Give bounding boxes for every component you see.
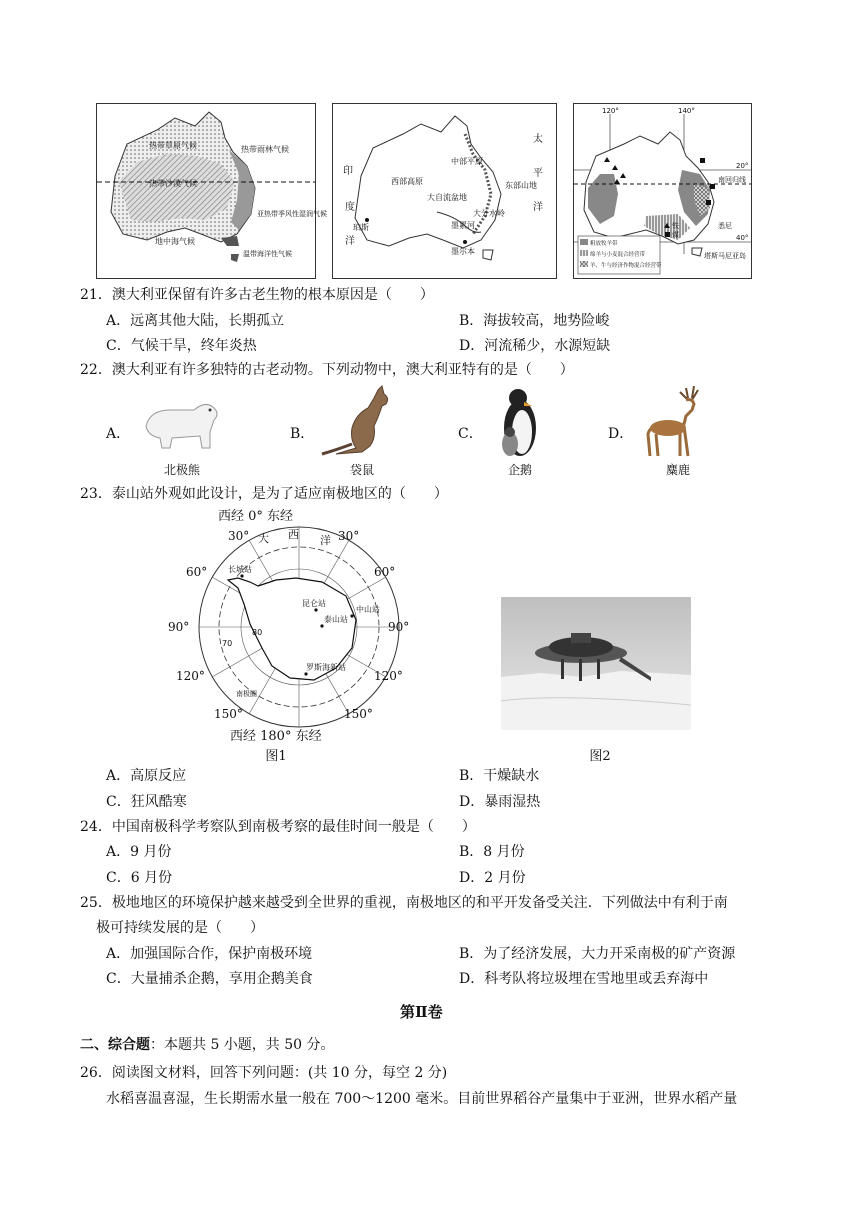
fig1-zhongshan-station: 中山站 — [356, 605, 380, 614]
fig1-top-label: 西经 0° 东经 — [218, 509, 294, 524]
fig1-antarctic-circle: 南极圈 — [236, 690, 257, 698]
q23-option-b[interactable]: B．干燥缺水 — [459, 768, 540, 784]
terrain-murray-river: 墨累河 — [451, 221, 475, 230]
fig1-great-wall-station: 长城站 — [228, 565, 252, 574]
kangaroo-image — [316, 384, 406, 458]
fig1-kunlun-station: 昆仑站 — [302, 599, 326, 608]
fig2-caption: 图2 — [589, 749, 611, 764]
agri-legend-iron: 铁 — [672, 222, 679, 230]
terrain-ocean-2: 度 — [345, 202, 355, 213]
australia-terrain-map — [332, 103, 557, 279]
q24-option-b[interactable]: B．8 月份 — [459, 844, 525, 860]
agri-sydney: 悉尼 — [718, 222, 732, 230]
q21-stem: 21．澳大利亚保留有许多古老生物的根本原因是（ ） — [80, 287, 434, 303]
q22-option-c-letter[interactable]: C． — [458, 426, 483, 442]
q26-stem: 26．阅读图文材料，回答下列问题：(共 10 分，每空 2 分) — [80, 1065, 448, 1081]
climate-label-rainforest: 热带雨林气候 — [241, 145, 289, 154]
terrain-pacific-3: 洋 — [533, 202, 543, 213]
q22-option-a-name: 北极熊 — [163, 463, 200, 477]
polar-bear-image — [136, 386, 226, 458]
terrain-perth: 珀斯 — [353, 223, 369, 232]
climate-label-savanna: 热带草原气候 — [149, 141, 197, 150]
q22-option-b-letter[interactable]: B． — [290, 426, 315, 442]
terrain-great-basin: 大自流盆地 — [427, 193, 467, 202]
terrain-pacific-1: 太 — [533, 134, 543, 145]
climate-label-subtropical: 亚热带季风性湿润气候 — [257, 210, 327, 218]
agri-lon-120: 120° — [602, 107, 619, 115]
q21-option-a[interactable]: A．远离其他大陆，长期孤立 — [106, 313, 285, 329]
section-2-heading-bold: 二、综合题 — [80, 1037, 150, 1053]
q25-option-a[interactable]: A．加强国际合作，保护南极环境 — [106, 946, 313, 962]
agri-tasmania: 塔斯马尼亚岛 — [704, 252, 746, 260]
q25-stem-line2: 极可持续发展的是（ ） — [96, 920, 264, 936]
agri-lat-20: 20° — [736, 162, 749, 170]
fig1-ocean-1: 大 — [258, 532, 269, 545]
agri-legend-1: 粗放牧羊带 — [590, 241, 618, 247]
fig1-deg-60w: 60° — [186, 565, 208, 579]
q22-option-a-letter[interactable]: A． — [106, 426, 131, 442]
q24-option-d[interactable]: D．2 月份 — [459, 870, 526, 886]
fig1-deg-150e: 150° — [344, 707, 373, 721]
q24-stem: 24．中国南极科学考察队到南极考察的最佳时间一般是（ ） — [80, 819, 476, 835]
antarctica-polar-map — [166, 508, 416, 760]
section-2-heading — [80, 1036, 335, 1054]
fig1-lat-80: 80 — [252, 628, 263, 637]
q21-option-c[interactable]: C．气候干旱，终年炎热 — [106, 338, 257, 354]
q22-stem: 22．澳大利亚有许多独特的古老动物。下列动物中，澳大利亚特有的是（ ） — [80, 362, 574, 378]
q25-stem-line1: 25．极地地区的环境保护越来越受到全世界的重视，南极地区的和平开发备受关注．下列做法中有利于南 — [80, 895, 728, 911]
fig1-taishan-station: 泰山站 — [324, 615, 348, 624]
q24-option-c[interactable]: C．6 月份 — [106, 870, 173, 886]
australia-climate-map — [96, 103, 327, 279]
q22-option-d-name: 麋鹿 — [665, 463, 690, 477]
agri-legend-coal: 煤 — [672, 231, 679, 239]
fig1-deg-60e: 60° — [374, 565, 396, 579]
agri-legend-3: 羊、牛与经济作物混合经营带 — [590, 263, 662, 269]
fig1-ocean-2: 西 — [288, 528, 299, 541]
q25-option-b[interactable]: B．为了经济发展，大力开采南极的矿产资源 — [459, 946, 736, 962]
fig1-deg-30e: 30° — [338, 529, 360, 543]
q22-option-b-name: 袋鼠 — [349, 463, 374, 477]
terrain-central-plain: 中部平原 — [451, 157, 483, 166]
terrain-western-plateau: 西部高原 — [391, 177, 423, 186]
fig1-deg-90e: 90° — [388, 620, 410, 634]
fig1-lat-70: 70 — [222, 639, 233, 648]
agri-lat-40: 40° — [736, 234, 749, 242]
fig1-deg-150w: 150° — [214, 707, 243, 721]
q22-option-c-name: 企鹅 — [507, 463, 532, 477]
terrain-eastern-mountains: 东部山地 — [505, 181, 537, 190]
fig1-deg-90w: 90° — [168, 620, 190, 634]
fig1-caption: 图1 — [265, 749, 287, 764]
terrain-ocean-1: 印 — [343, 166, 353, 177]
q25-option-c[interactable]: C．大量捕杀企鹅，享用企鹅美食 — [106, 971, 313, 987]
fig1-ross-sea-station: 罗斯海新站 — [306, 663, 346, 672]
q23-option-d[interactable]: D．暴雨湿热 — [459, 794, 541, 810]
agri-tropic-capricorn: 南回归线 — [718, 176, 746, 184]
terrain-pacific-2: 平 — [533, 168, 543, 179]
climate-label-desert: 热带沙漠气候 — [149, 179, 197, 188]
fig1-bottom-label: 西经 180° 东经 — [230, 729, 322, 744]
q23-option-c[interactable]: C．狂风酷寒 — [106, 794, 187, 810]
q26-text: 水稻喜温喜湿，生长期需水量一般在 700～1200 毫米。目前世界稻谷产量集中于亚洲，世界水稻产量 — [106, 1091, 738, 1107]
climate-label-mediterranean: 地中海气候 — [155, 237, 195, 246]
q24-option-a[interactable]: A．9 月份 — [106, 844, 172, 860]
fig1-ocean-3: 洋 — [320, 534, 331, 547]
deer-image — [636, 384, 708, 460]
penguin-image — [490, 384, 550, 460]
q22-option-d-letter[interactable]: D． — [608, 426, 634, 442]
taishan-station-photo — [501, 597, 691, 730]
australia-agriculture-map — [573, 103, 752, 279]
q23-option-a[interactable]: A．高原反应 — [106, 768, 187, 784]
fig1-deg-30w: 30° — [228, 529, 250, 543]
terrain-melbourne: 墨尔本 — [451, 247, 475, 256]
agri-lon-140: 140° — [678, 107, 695, 115]
section-2-title: 第Ⅱ卷 — [400, 1003, 443, 1021]
q23-stem: 23．泰山站外观如此设计，是为了适应南极地区的（ ） — [80, 486, 448, 502]
fig1-deg-120e: 120° — [374, 669, 403, 683]
q25-option-d[interactable]: D．科考队将垃圾埋在雪地里或丢弃海中 — [459, 971, 709, 987]
terrain-ocean-3: 洋 — [345, 236, 355, 247]
terrain-great-dividing-range: 大分水岭 — [473, 209, 505, 218]
climate-label-oceanic: 温带海洋性气候 — [243, 250, 292, 258]
agri-legend-2: 绵羊与小麦混合经营带 — [590, 252, 646, 258]
section-2-heading-rest: ：本题共 5 小题，共 50 分。 — [150, 1037, 335, 1053]
q21-option-b[interactable]: B．海拔较高，地势险峻 — [459, 313, 610, 329]
q21-option-d[interactable]: D．河流稀少，水源短缺 — [459, 338, 611, 354]
fig1-deg-120w: 120° — [176, 669, 205, 683]
